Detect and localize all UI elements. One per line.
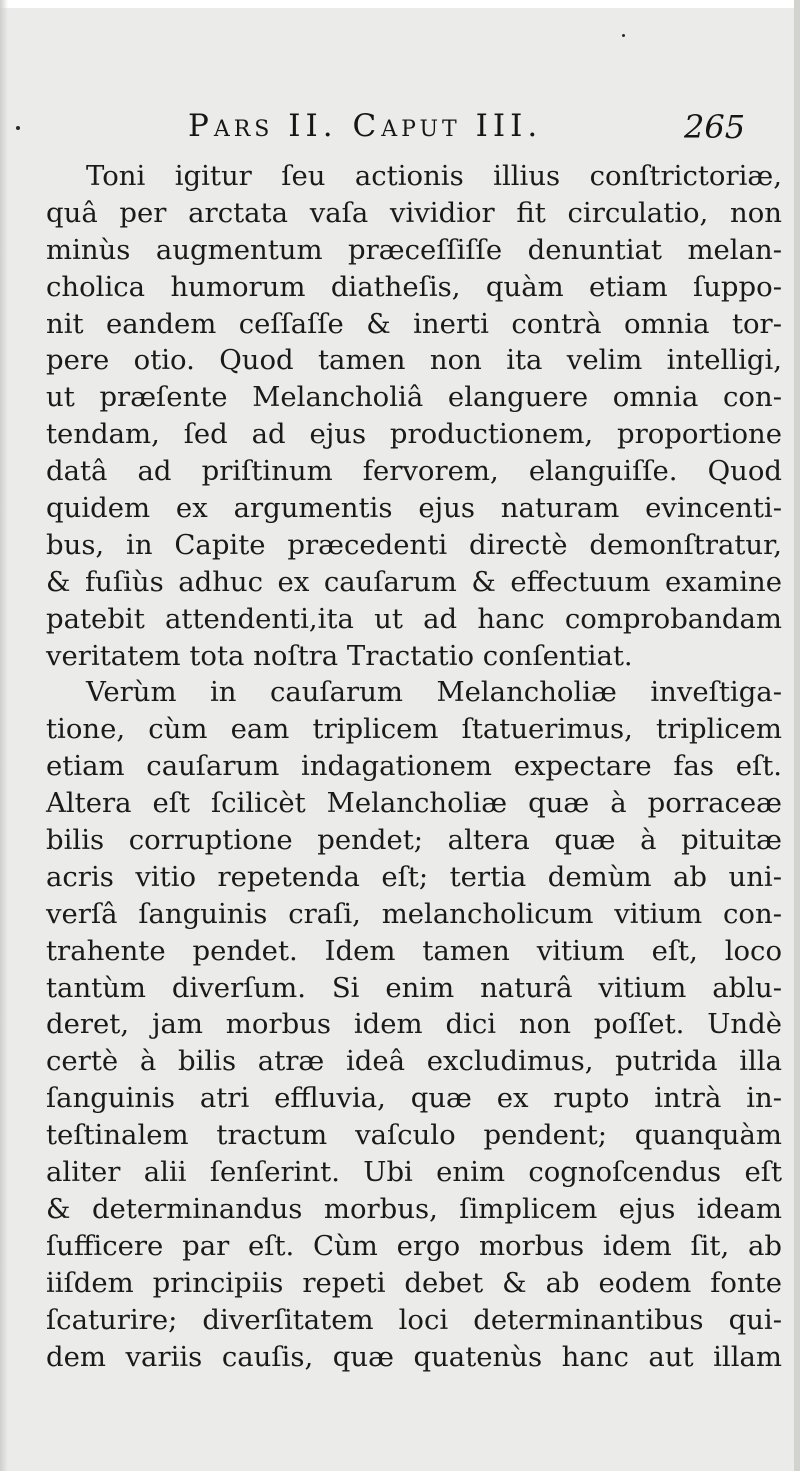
body-text: [46, 158, 782, 1375]
running-head-caput-cap: C: [352, 108, 382, 144]
running-head-chapter: III.: [475, 108, 543, 144]
text-line: minùs augmentum præceſſiſſe denuntiat melan-: [46, 233, 782, 266]
text-line: ſcaturire; diverſitatem loci determinantibus qui-: [46, 1303, 782, 1336]
text-line: tendam, ſed ad ejus productionem, proportione: [46, 418, 782, 451]
running-header: [0, 108, 800, 158]
text-line: iiſdem principiis repeti debet & ab eodem fonte: [46, 1266, 782, 1299]
text-line: Verùm in cauſarum Melancholiæ inveſtiga-: [86, 676, 782, 709]
text-line: pere otio. Quod tamen non ita velim intelligi,: [46, 344, 782, 377]
text-line: quâ per arctata vaſa vividior fit circulatio, non: [46, 196, 782, 229]
text-line: bilis corruptione pendet; altera quæ à pituitæ: [46, 824, 782, 857]
text-line: datâ ad priſtinum fervorem, elanguiſſe. Quod: [46, 455, 782, 488]
text-line: tione, cùm eam triplicem ſtatuerimus, triplicem: [46, 713, 782, 746]
page-number: 265: [684, 108, 746, 146]
text-line: quidem ex argumentis ejus naturam evincenti-: [46, 492, 782, 525]
paragraph-2: [46, 674, 782, 1375]
text-line: verſâ ſanguinis craſi, melancholicum vitium con-: [46, 897, 782, 930]
text-line: bus, in Capite præcedenti directè demonſtratur,: [46, 528, 782, 561]
scan-left-shadow: [0, 0, 8, 1471]
text-line: & determinandus morbus, ſimplicem ejus ideam: [46, 1192, 782, 1225]
text-line: deret, jam morbus idem dici non poſſet. Undè: [46, 1008, 782, 1041]
text-line: acris vitio repetenda eſt; tertia demùm ab uni-: [46, 860, 782, 893]
text-line: etiam cauſarum indagationem expectare fas eſt.: [46, 750, 782, 783]
text-line: & fuſiùs adhuc ex cauſarum & effectuum examine: [46, 565, 782, 598]
text-line: aliter alii ſenſerint. Ubi enim cognoſcendus eſt: [46, 1156, 782, 1189]
text-line: teſtinalem tractum vaſculo pendent; quanquàm: [46, 1119, 782, 1152]
text-line: Toni igitur ſeu actionis illius conſtrictoriæ,: [86, 160, 782, 192]
text-line: dem variis cauſis, quæ quatenùs hanc aut illam: [46, 1340, 782, 1373]
text-line: ſufficere par eſt. Cùm ergo morbus idem ſit, ab: [46, 1229, 782, 1262]
text-line: ſanguinis atri effluvia, quæ ex rupto intrà in-: [46, 1082, 782, 1115]
running-head-pars-small: ARS: [213, 117, 274, 142]
running-head-numeral: II.: [288, 108, 338, 144]
text-line: cholica humorum diatheſis, quàm etiam ſuppo-: [46, 270, 782, 303]
text-line: veritatem tota noſtra Tractatio conſentiat.: [46, 639, 633, 672]
ink-speck: [622, 34, 625, 37]
text-line: trahente pendet. Idem tamen vitium eſt, loco: [46, 934, 782, 967]
text-line: Altera eſt ſcilicèt Melancholiæ quæ à porraceæ: [46, 787, 782, 820]
running-head-caput-small: APUT: [381, 117, 461, 142]
paragraph-1: [46, 158, 782, 674]
running-head-title: [188, 108, 542, 144]
running-head-pars-cap: P: [188, 108, 214, 144]
scan-right-edge: [794, 0, 800, 1471]
text-line: ut præſente Melancholiâ elanguere omnia con-: [46, 381, 782, 414]
scan-top-margin: [0, 0, 800, 8]
text-line: nit eandem ceſſaſſe & inerti contrà omnia tor-: [46, 307, 782, 340]
text-line: certè à bilis atræ ideâ excludimus, putrida illa: [46, 1045, 782, 1078]
text-line: tantùm diverſum. Si enim naturâ vitium ablu-: [46, 971, 782, 1004]
text-line: patebit attendenti,ita ut ad hanc comprobandam: [46, 602, 782, 635]
